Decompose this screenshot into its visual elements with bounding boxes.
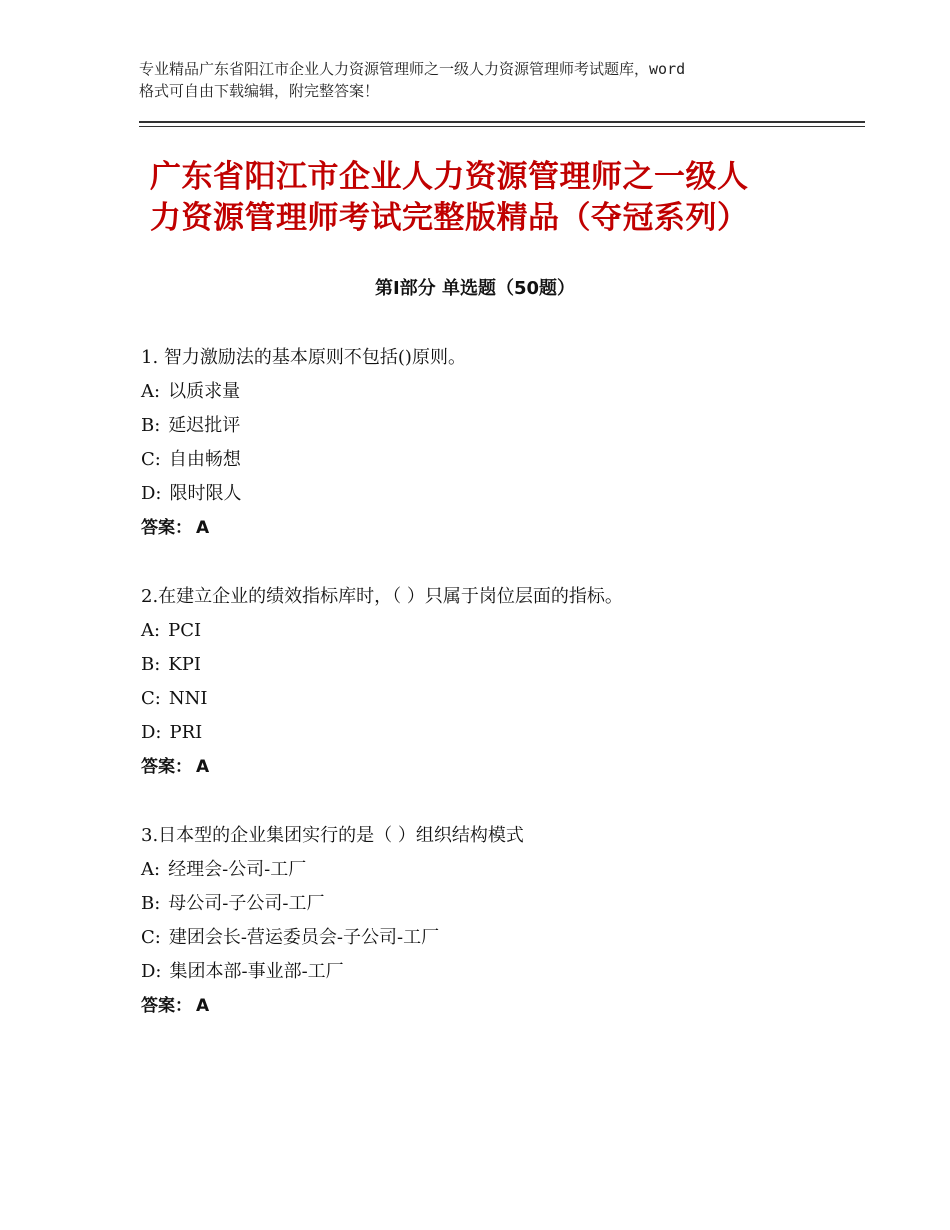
option-d (141, 477, 841, 511)
header-note (139, 58, 839, 102)
option-text: 限时限人 (169, 483, 242, 504)
option-c (141, 682, 841, 716)
header-divider-thick (139, 121, 865, 123)
option-text: 延迟批评 (168, 415, 241, 436)
document-title (150, 157, 850, 239)
question-3 (141, 819, 841, 1023)
option-text: NNI (168, 688, 208, 709)
question-1 (141, 341, 841, 545)
option-letter: A: (141, 381, 161, 402)
option-letter: B: (141, 893, 161, 914)
answer-line (141, 750, 841, 784)
option-d (141, 955, 841, 989)
option-letter: B: (141, 415, 161, 436)
option-text: 建团会长-营运委员会-子公司-工厂 (168, 927, 440, 948)
option-letter: C: (141, 449, 161, 470)
document-title-line-1: 广东省阳江市企业人力资源管理师之一级人 (150, 159, 749, 195)
answer-value: A (196, 996, 210, 1016)
question-stem: 2.在建立企业的绩效指标库时，（ ）只属于岗位层面的指标。 (141, 586, 623, 607)
option-text: PRI (169, 722, 203, 743)
question-stem: 3.日本型的企业集团实行的是（ ）组织结构模式 (141, 825, 524, 846)
option-a (141, 614, 841, 648)
option-c (141, 443, 841, 477)
answer-label: 答案： (141, 757, 192, 777)
option-a (141, 853, 841, 887)
answer-line (141, 511, 841, 545)
option-letter: D: (141, 483, 162, 504)
section-heading: 第Ⅰ部分 单选题（50题） (374, 278, 575, 299)
header-divider-thin (139, 126, 865, 127)
option-text: 母公司-子公司-工厂 (168, 893, 325, 914)
header-note-line-2: 格式可自由下载编辑，附完整答案！ (139, 82, 380, 100)
option-letter: A: (141, 620, 161, 641)
option-letter: D: (141, 961, 162, 982)
option-text: 以质求量 (168, 381, 241, 402)
option-text: 经理会-公司-工厂 (168, 859, 307, 880)
option-b (141, 887, 841, 921)
question-stem: 1. 智力激励法的基本原则不包括()原则。 (141, 347, 466, 368)
answer-value: A (196, 757, 210, 777)
answer-label: 答案： (141, 518, 192, 538)
option-b (141, 409, 841, 443)
document-title-line-2: 力资源管理师考试完整版精品（夺冠系列） (150, 200, 749, 236)
option-text: 集团本部-事业部-工厂 (169, 961, 344, 982)
option-a (141, 375, 841, 409)
answer-line (141, 989, 841, 1023)
option-letter: C: (141, 927, 161, 948)
option-text: PCI (168, 620, 202, 641)
question-2 (141, 580, 841, 784)
option-text: KPI (168, 654, 201, 675)
answer-label: 答案： (141, 996, 192, 1016)
option-letter: A: (141, 859, 161, 880)
answer-value: A (196, 518, 210, 538)
option-letter: C: (141, 688, 161, 709)
option-c (141, 921, 841, 955)
option-letter: B: (141, 654, 161, 675)
option-text: 自由畅想 (168, 449, 241, 470)
option-d (141, 716, 841, 750)
header-note-line-1: 专业精品广东省阳江市企业人力资源管理师之一级人力资源管理师考试题库，word (139, 60, 686, 78)
option-letter: D: (141, 722, 162, 743)
option-b (141, 648, 841, 682)
